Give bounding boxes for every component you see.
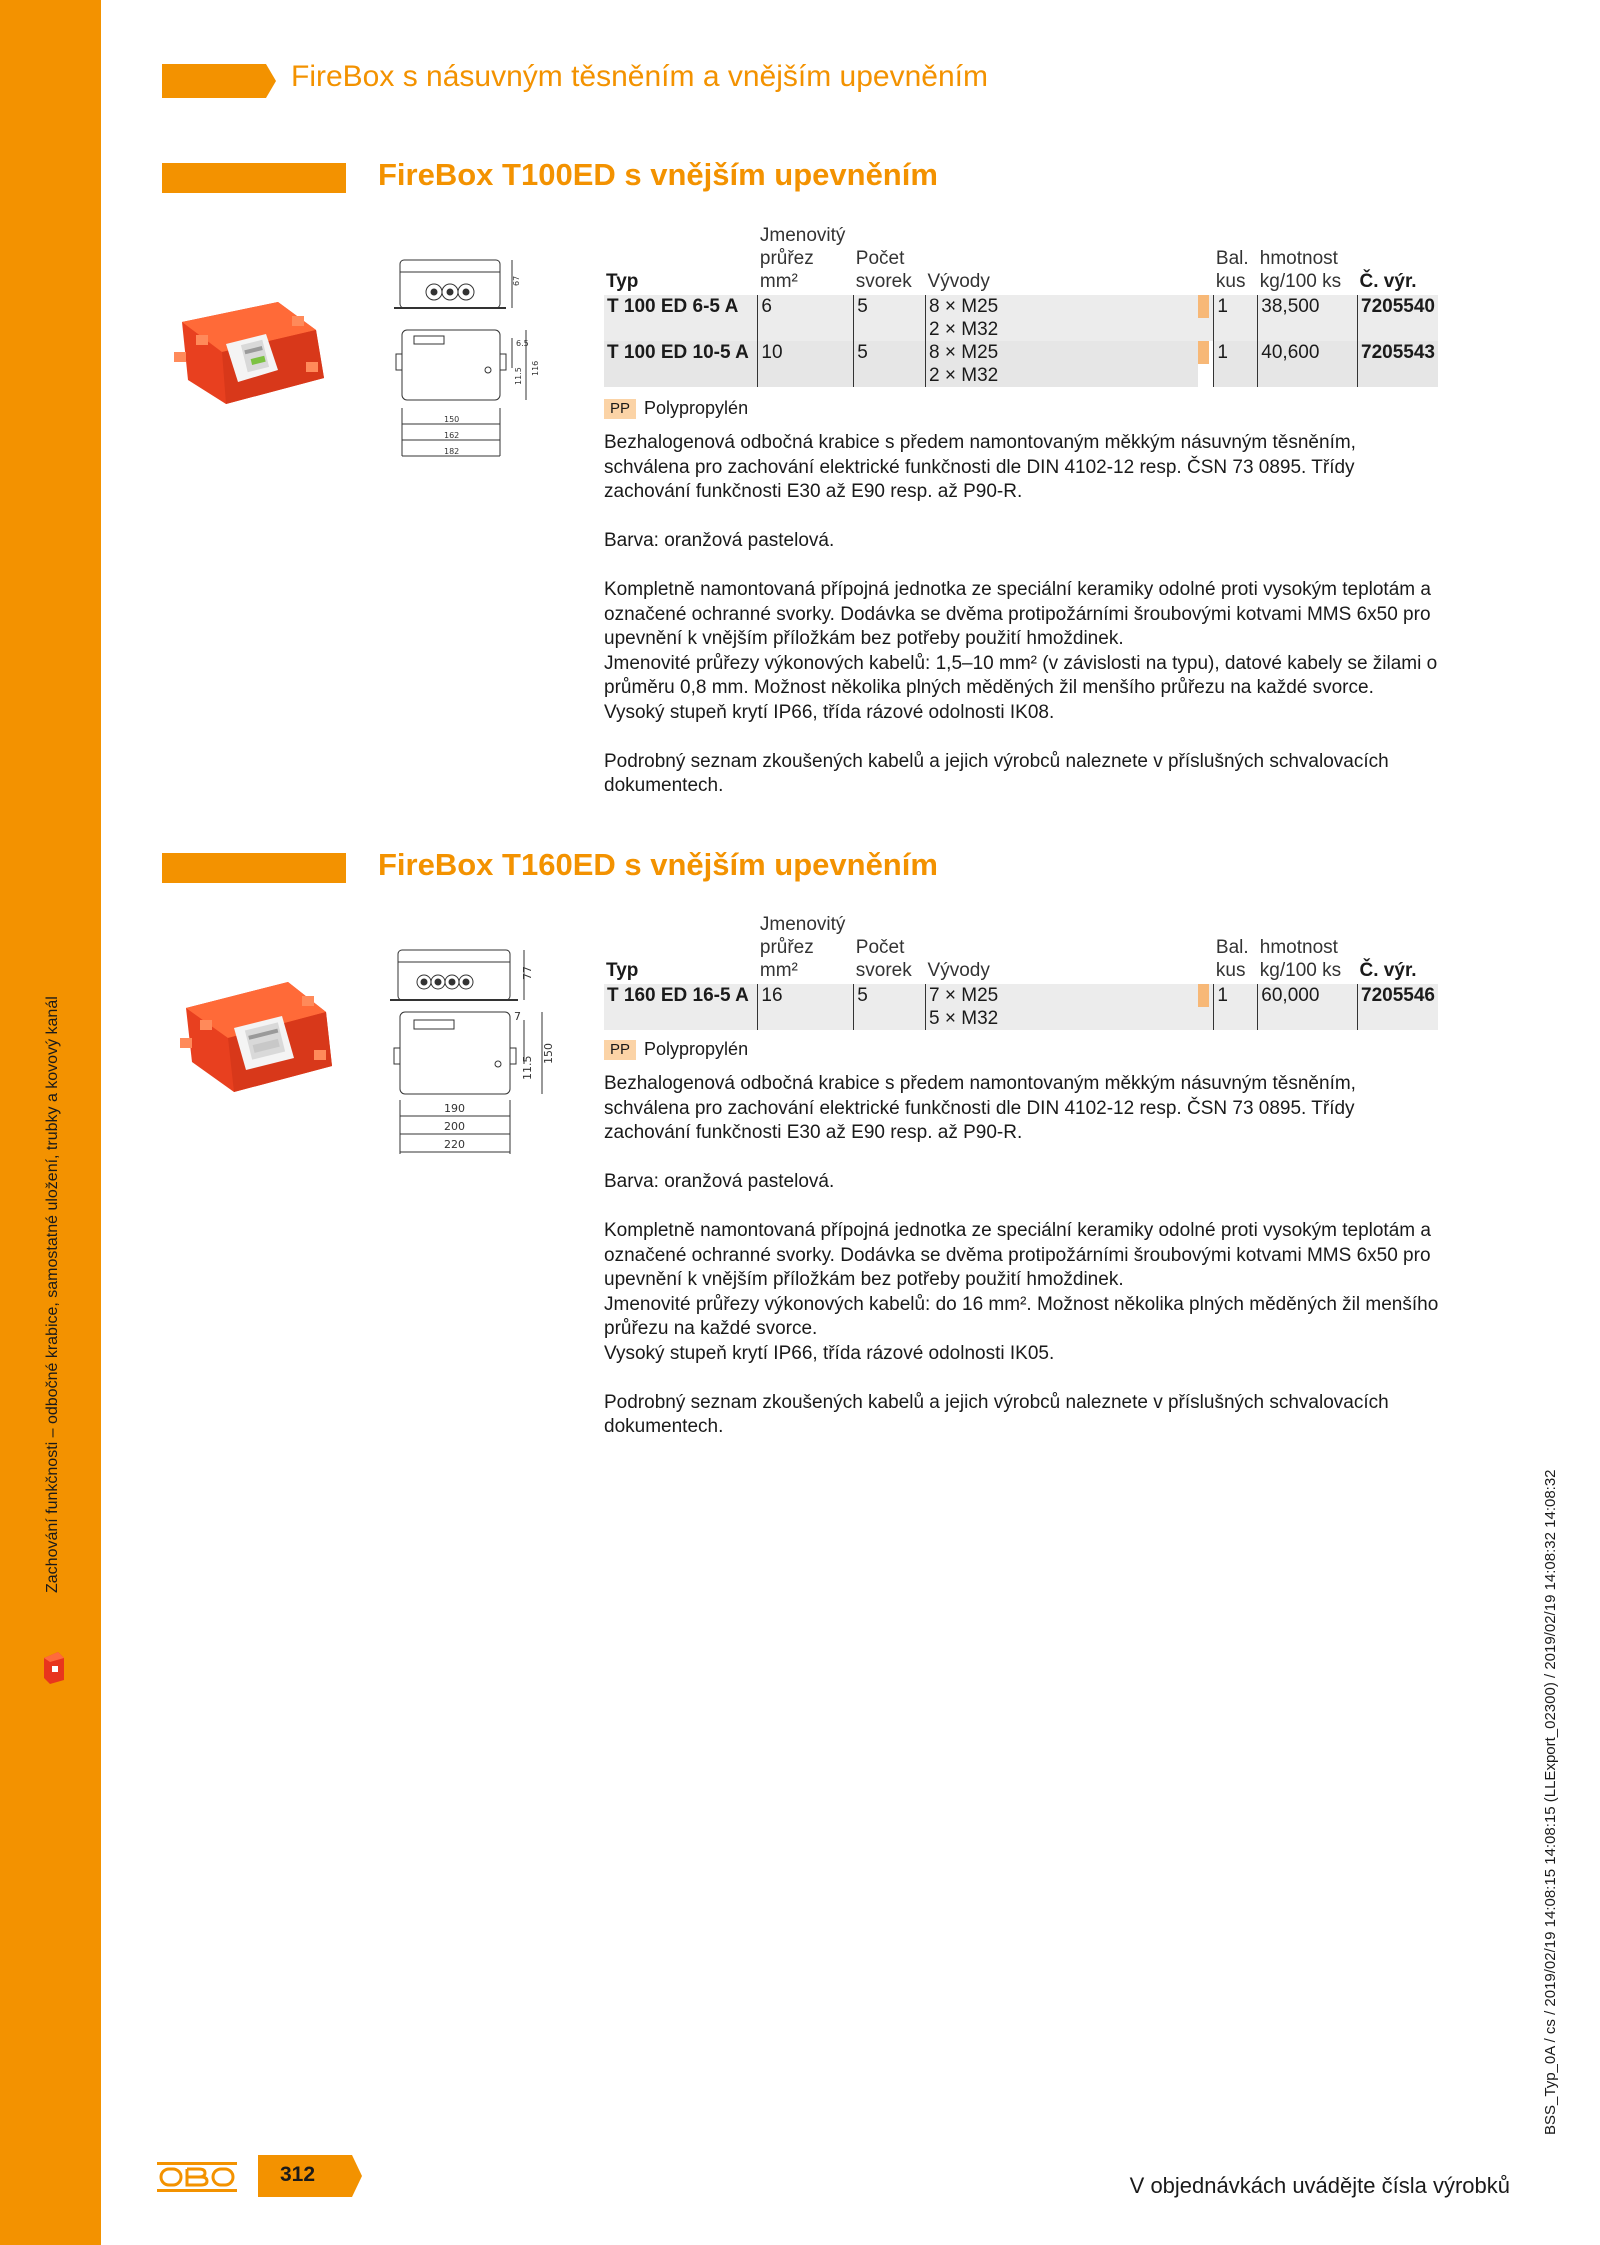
col-vyvody: Vývody [927,271,990,292]
header-arrow [162,64,276,98]
dim-label: 182 [444,447,460,456]
table-row: T 100 ED 6-5 A 6 5 8 × M25 2 × M32 1 38,500 7205540 [604,295,1438,341]
dim-label: 11.5 [521,1055,534,1080]
section-bar [162,853,346,883]
col-bal: Bal. kus [1215,248,1249,292]
order-marker [1198,295,1214,341]
col-bal: Bal. kus [1215,937,1249,981]
product-photo [176,968,346,1096]
col-cvyr: Č. výr. [1359,960,1417,981]
paragraph: Barva: oranžová pastelová. [604,1171,835,1192]
dim-label: 11.5 [514,367,523,385]
material-label: Polypropylén [644,398,749,418]
dimension-drawing [376,250,546,465]
table-row: T 160 ED 16-5 A 16 5 7 × M25 5 × M32 1 60,000 7205546 [604,984,1438,1030]
paragraph: Podrobný seznam zkoušených kabelů a jejich výrobců naleznete v příslušných schvalovacích dokumentech. [604,1391,1389,1437]
dim-label: 77 [521,966,534,980]
paragraph: Kompletně namontovaná přípojná jednotka ze speciální keramiky odolné proti vysokým teplotám a označené ochranné svorky. Dodávka se dvěma protipožárními šroubovými kotvami MMS 6x50 pro upevnění k vnějším příložkám bez potřeby použití hmoždinek. Jmenovité průřezy výkonových kabelů: do 16 mm². Možnost několika plných měděných žil menšího průřezu na každé svorce. Vysoký stupeň krytí IP66, třída rázové odolnosti IK05. [604,1220,1439,1364]
col-typ: Typ [606,960,639,981]
dim-label: 6.5 [516,339,529,348]
dim-label: 116 [531,360,540,376]
paragraph: Podrobný seznam zkoušených kabelů a jejich výrobců naleznete v příslušných schvalovacích dokumentech. [604,750,1389,796]
col-pocet: Počet svorek [855,248,912,292]
material-info [604,1039,748,1060]
col-typ: Typ [606,271,639,292]
footer-note: V objednávkách uvádějte čísla výrobků [1129,2173,1510,2198]
paragraph: Bezhalogenová odbočná krabice s předem namontovaným měkkým násuvným těsněním, schválena pro zachování elektrické funkčnosti dle DIN 4102-12 resp. ČSN 73 0895. Třídy zachování funkčnosti E30 až E90 resp. až P90-R. [604,1073,1356,1143]
dimension-drawing [376,940,556,1165]
material-badge: PP [604,1040,636,1060]
section-title: FireBox T160ED s vnějším upevněním [378,847,938,882]
page-title: FireBox s násuvným těsněním a vnějším upevněním [291,60,988,93]
paragraph: Kompletně namontovaná přípojná jednotka ze speciální keramiky odolné proti vysokým teplotám a označené ochranné svorky. Dodávka se dvěma protipožárními šroubovými kotvami MMS 6x50 pro upevnění k vnějším příložkám bez potřeby použití hmoždinek. Jmenovité průřezy výkonových kabelů: 1,5–10 mm² (v závislosti na typu), datové kabely se žilami o průměru 0,8 mm. Možnost několika plných měděných žil menšího průřezu na každé svorce. Vysoký stupeň krytí IP66, třída rázové odolnosti IK08. [604,579,1438,723]
product-table [604,224,1438,387]
dim-label: 162 [444,431,460,440]
dim-label: 220 [444,1138,465,1151]
col-pocet: Počet svorek [855,937,912,981]
product-photo [166,290,342,408]
obo-logo [157,2162,237,2192]
description [604,431,1444,799]
paragraph: Bezhalogenová odbočná krabice s předem namontovaným měkkým násuvným těsněním, schválena pro zachování elektrické funkčnosti dle DIN 4102-12 resp. ČSN 73 0895. Třídy zachování funkčnosti E30 až E90 resp. až P90-R. [604,432,1356,502]
paragraph: Barva: oranžová pastelová. [604,530,835,551]
dim-label: 7 [514,1010,521,1023]
material-info [604,398,748,419]
product-table [604,913,1438,1030]
col-prurez: Jmenovitý průřez mm² [759,225,846,292]
col-vyvody: Vývody [927,960,990,981]
dim-label: 67 [512,275,521,286]
table-row: T 100 ED 10-5 A 10 5 8 × M25 2 × M32 1 40,600 7205543 [604,341,1438,387]
export-timestamp: BSS_Typ_0A / cs / 2019/02/19 14:08:15 14:08:15 (LLExport_02300) / 2019/02/19 14:08:32 14:08:32 [1542,1469,1559,2135]
section-title: FireBox T100ED s vnějším upevněním [378,157,938,192]
description [604,1072,1444,1440]
dim-label: 150 [444,415,460,424]
order-marker [1198,984,1214,1030]
material-label: Polypropylén [644,1039,749,1059]
order-marker [1198,341,1214,387]
col-hmotnost: hmotnost kg/100 ks [1259,937,1342,981]
page-number: 312 [280,2163,316,2186]
junction-box-icon [40,1650,66,1686]
col-cvyr: Č. výr. [1359,271,1417,292]
sidebar-section-label: Zachování funkčnosti – odbočné krabice, samostatné uložení, trubky a kovový kanál [44,996,61,1593]
dim-label: 200 [444,1120,465,1133]
dim-label: 150 [542,1043,555,1064]
col-prurez: Jmenovitý průřez mm² [759,914,846,981]
col-hmotnost: hmotnost kg/100 ks [1259,248,1342,292]
section-bar [162,163,346,193]
material-badge: PP [604,399,636,419]
dim-label: 190 [444,1102,465,1115]
